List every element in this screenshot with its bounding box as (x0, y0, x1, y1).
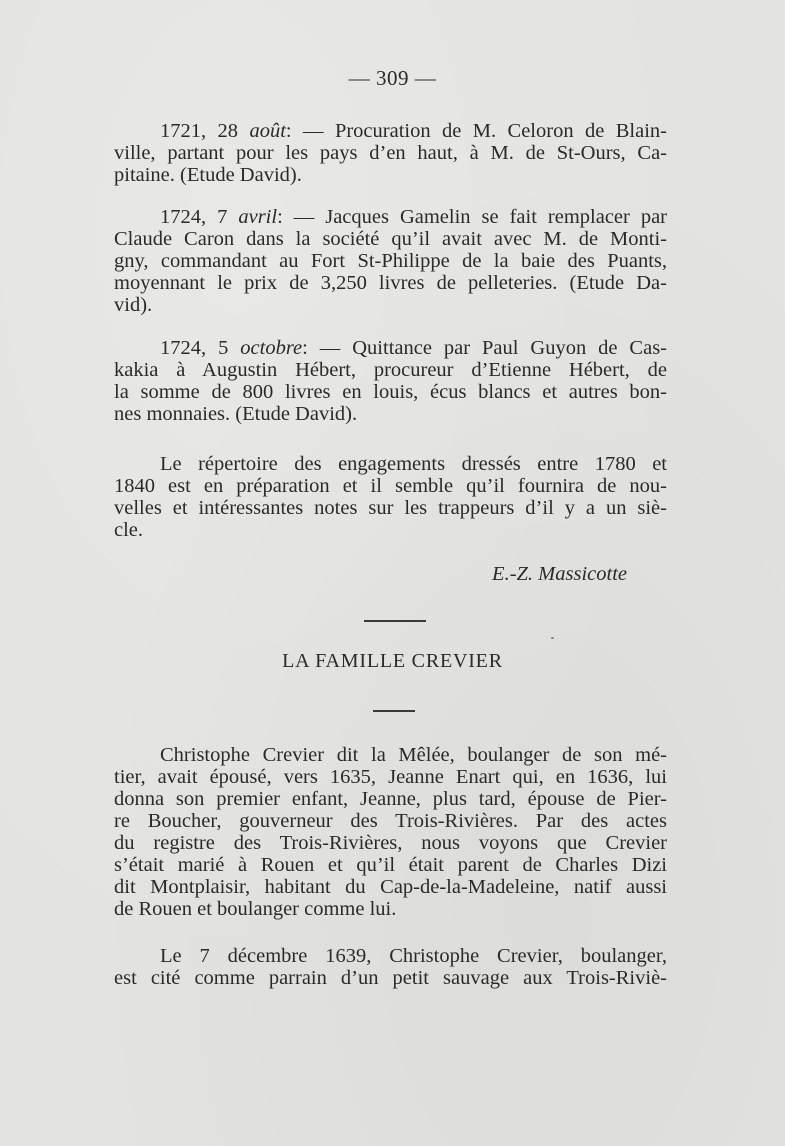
paragraph-line: est cité comme parrain d’un petit sauvage aux Trois-Riviè- (114, 967, 667, 989)
paragraph-line: velles et intéressantes notes sur les trappeurs d’il y a un siè- (114, 497, 667, 519)
entry-first-line (160, 337, 667, 359)
paragraph-line: de Rouen et boulanger comme lui. (114, 898, 397, 920)
entry-month: avril (238, 206, 278, 228)
paragraph-line: Christophe Crevier dit la Mêlée, boulanger de son mé- (160, 744, 667, 766)
paragraph-line: Le 7 décembre 1639, Christophe Crevier, boulanger, (160, 945, 667, 967)
entry-date: 1724, 7 (160, 206, 228, 228)
paragraph-line: donna son premier enfant, Jeanne, plus tard, épouse de Pier- (114, 788, 667, 810)
entry-text: : — Quittance par Paul Guyon de Cas- (302, 337, 668, 359)
entry-line: gny, commandant au Fort St-Philippe de la baie des Puants, (114, 250, 667, 272)
entry-line: pitaine. (Etude David). (114, 164, 302, 186)
paragraph-line: 1840 est en préparation et il semble qu’il fournira de nou- (114, 475, 667, 497)
page-number: — 309 — (348, 66, 437, 90)
section-title: LA FAMILLE CREVIER (282, 650, 503, 672)
paragraph-line: s’était marié à Rouen et qu’il était parent de Charles Dizi (114, 854, 667, 876)
paragraph-line: dit Montplaisir, habitant du Cap-de-la-Madeleine, natif aussi (114, 876, 667, 898)
entry-line: kakia à Augustin Hébert, procureur d’Etienne Hébert, de (114, 359, 667, 381)
section-divider-top (364, 620, 426, 622)
entry-line: nes monnaies. (Etude David). (114, 403, 358, 425)
entry-month: août (249, 120, 286, 142)
paragraph-line: tier, avait épousé, vers 1635, Jeanne Enart qui, en 1636, lui (114, 766, 667, 788)
entry-line: moyennant le prix de 3,250 livres de pelleteries. (Etude Da- (114, 272, 667, 294)
entry-line: Claude Caron dans la société qu’il avait avec M. de Monti- (114, 228, 667, 250)
entry-line: ville, partant pour les pays d’en haut, à M. de St-Ours, Ca- (114, 142, 667, 164)
paragraph-line: Le répertoire des engagements dressés entre 1780 et (160, 453, 667, 475)
entry-date: 1724, 5 (160, 337, 229, 359)
section-divider-bottom (373, 710, 415, 712)
entry-first-line (160, 120, 667, 142)
paragraph-line: re Boucher, gouverneur des Trois-Rivières. Par des actes (114, 810, 667, 832)
entry-month: octobre (240, 337, 303, 359)
entry-line: vid). (114, 294, 153, 316)
entry-date: 1721, 28 (160, 120, 239, 142)
entry-first-line (160, 206, 667, 228)
scan-speck (551, 637, 554, 639)
entry-text: : — Procuration de M. Celoron de Blain- (285, 120, 668, 142)
paragraph-line: cle. (114, 519, 144, 541)
author-signature: E.-Z. Massicotte (492, 563, 627, 585)
entry-line: la somme de 800 livres en louis, écus blancs et autres bon- (114, 381, 667, 403)
entry-text: : — Jacques Gamelin se fait remplacer par (277, 206, 667, 228)
paragraph-line: du registre des Trois-Rivières, nous voyons que Crevier (114, 832, 667, 854)
